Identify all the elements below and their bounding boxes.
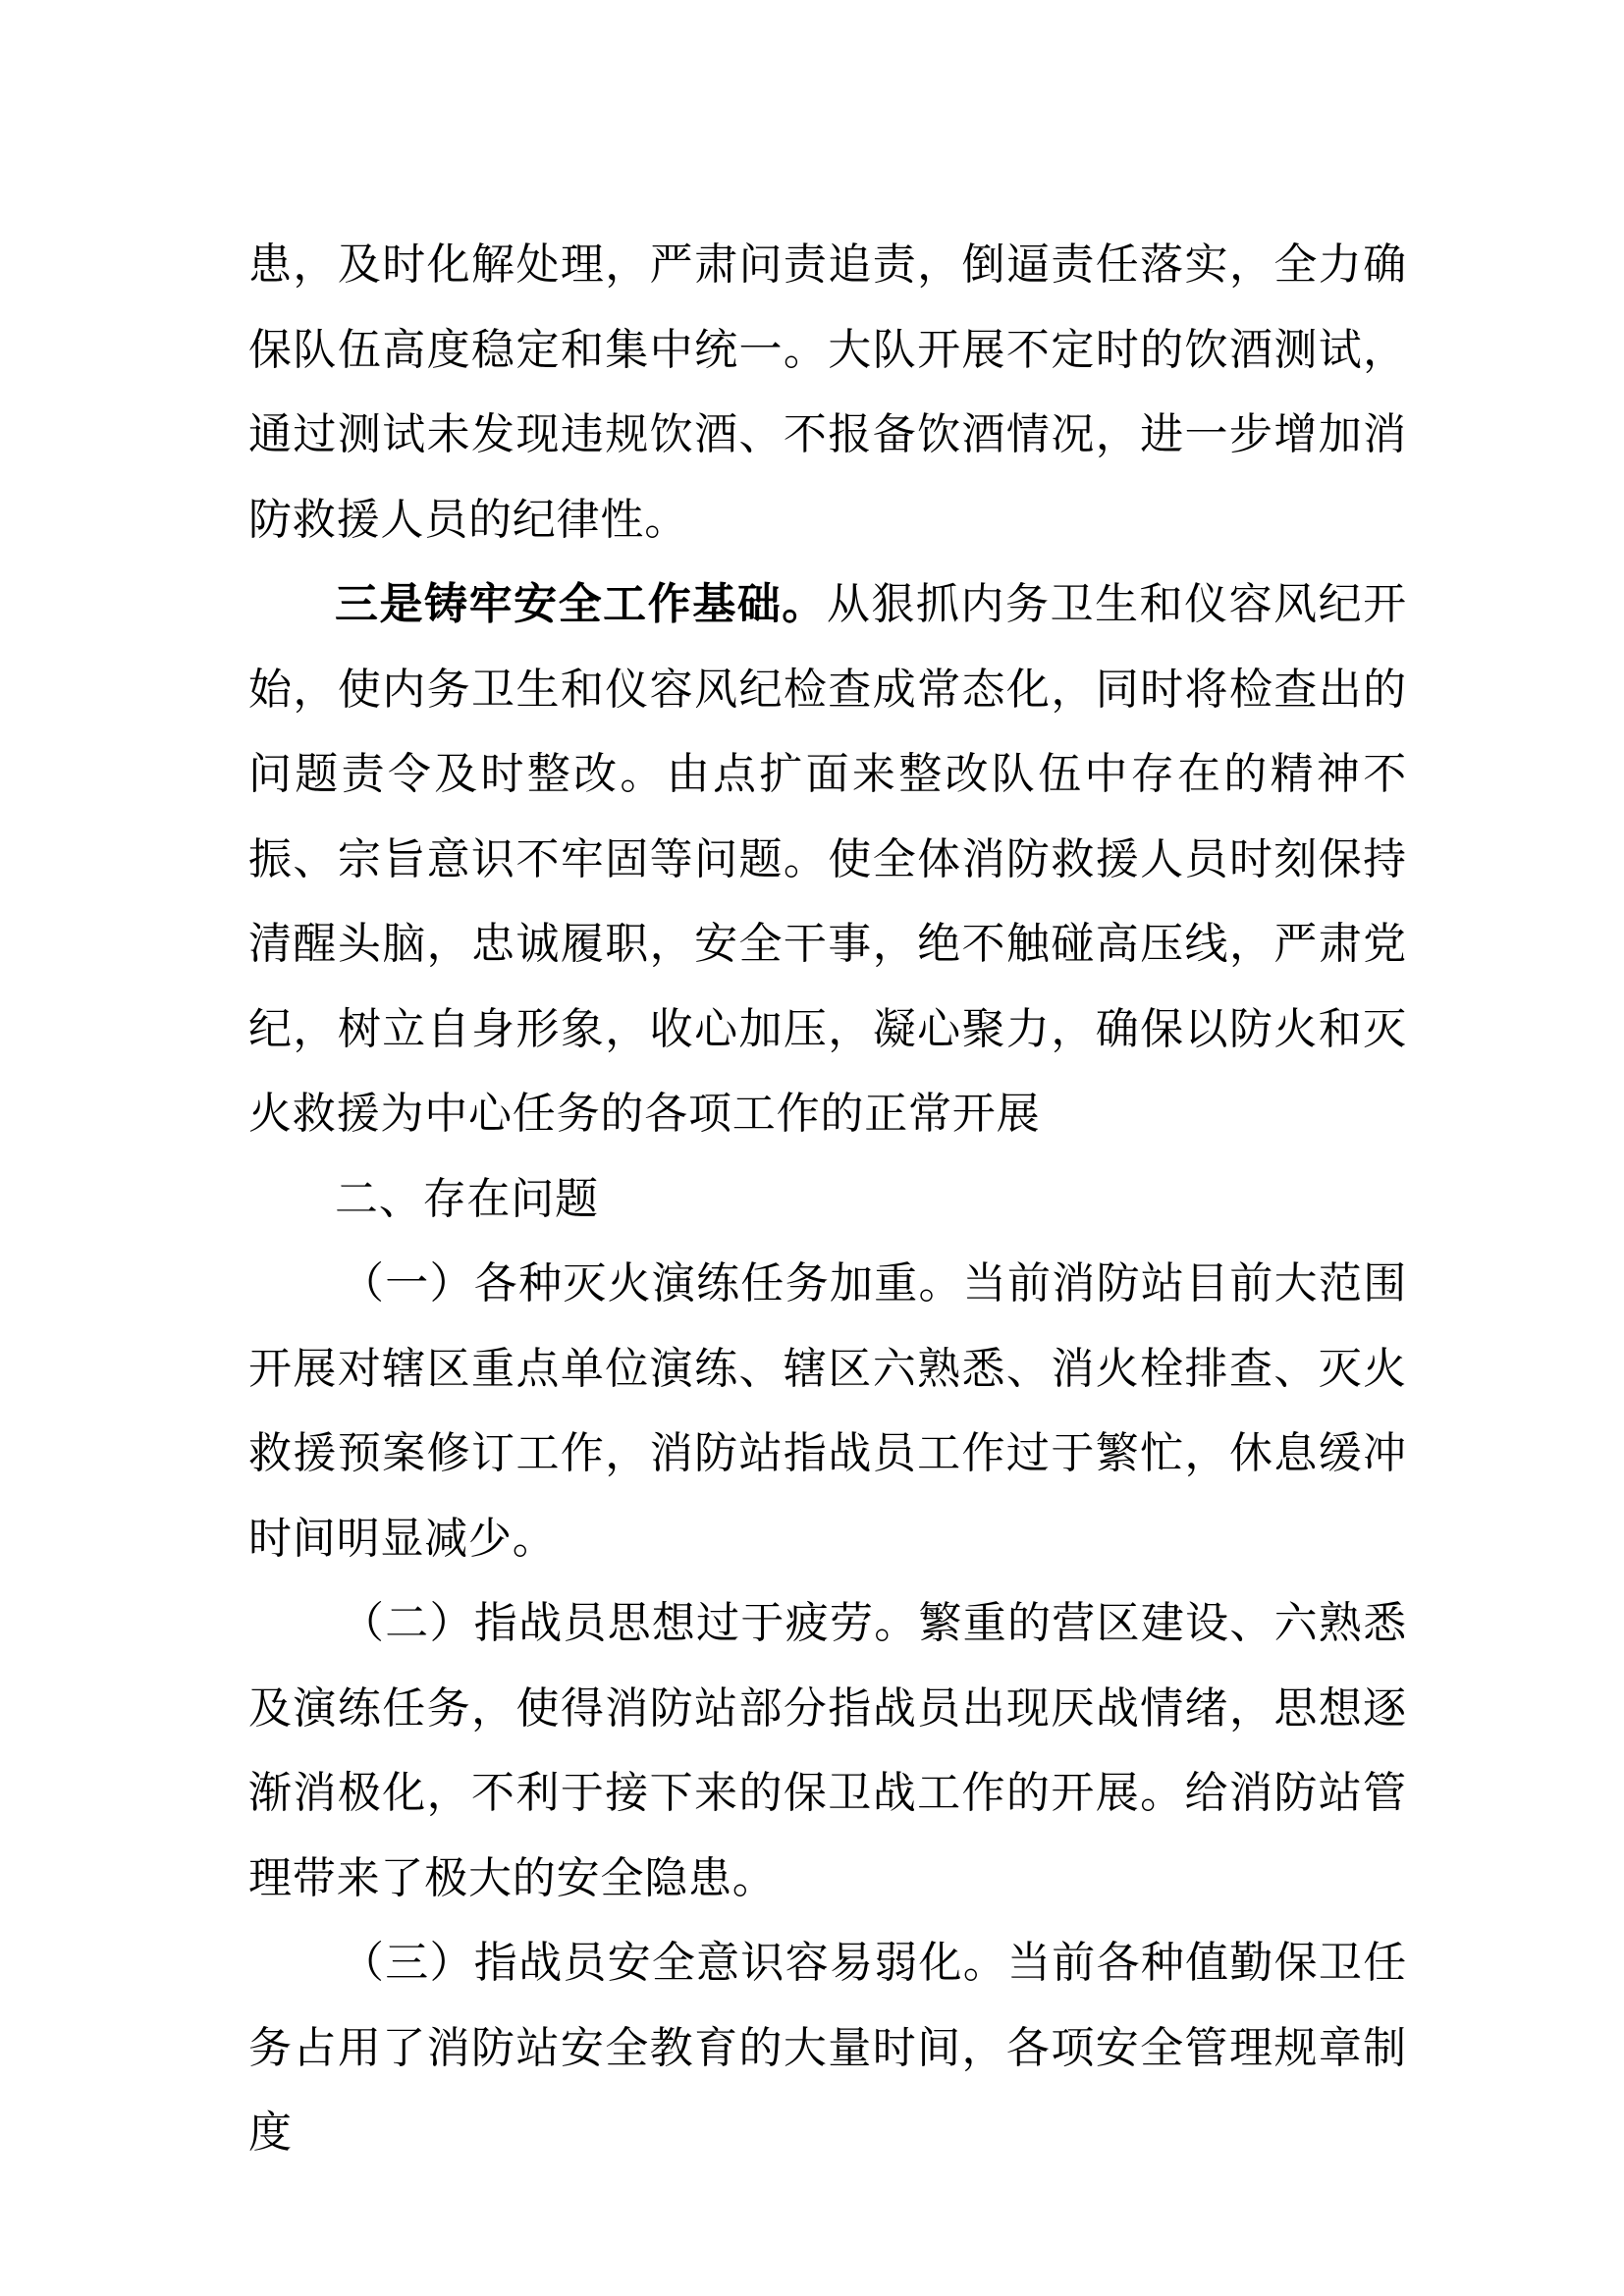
paragraph-continuation: 患，及时化解处理，严肃问责追责，倒逼责任落实，全力确保队伍高度稳定和集中统一。大队开展不定时的饮酒测试，通过测试未发现违规饮酒、不报备饮酒情况，进一步增加消防救援人员的纪律性。 bbox=[248, 240, 1407, 545]
problem-item-1: （一）各种灭火演练任务加重。当前消防站目前大范围开展对辖区重点单位演练、辖区六熟悉、消火栓排查、灭火救援预案修订工作，消防站指战员工作过于繁忙，休息缓冲时间明显减少。 bbox=[248, 1258, 1407, 1564]
document-body bbox=[248, 223, 1407, 2176]
problem-item-3: （三）指战员安全意识容易弱化。当前各种值勤保卫任务占用了消防站安全教育的大量时间，各项安全管理规章制度 bbox=[248, 1938, 1407, 2158]
paragraph-body-text: 从狠抓内务卫生和仪容风纪开始，使内务卫生和仪容风纪检查成常态化，同时将检查出的问题责令及时整改。由点扩面来整改队伍中存在的精神不振、宗旨意识不牢固等问题。使全体消防救援人员时刻保持清醒头脑，忠诚履职，安全干事，绝不触碰高压线，严肃党纪，树立自身形象，收心加压，凝心聚力，确保以防火和灭火救援为中心任务的各项工作的正常开展 bbox=[248, 579, 1407, 1139]
paragraph-safety-foundation bbox=[248, 562, 1407, 1157]
section-heading-problems: 二、存在问题 bbox=[335, 1173, 599, 1224]
problem-item-2: （二）指战员思想过于疲劳。繁重的营区建设、六熟悉及演练任务，使得消防站部分指战员出现厌战情绪，思想逐渐消极化，不利于接下来的保卫战工作的开展。给消防站管理带来了极大的安全隐患。 bbox=[248, 1598, 1407, 1903]
paragraph-lead-heading: 三是铸牢安全工作基础。 bbox=[335, 579, 827, 629]
